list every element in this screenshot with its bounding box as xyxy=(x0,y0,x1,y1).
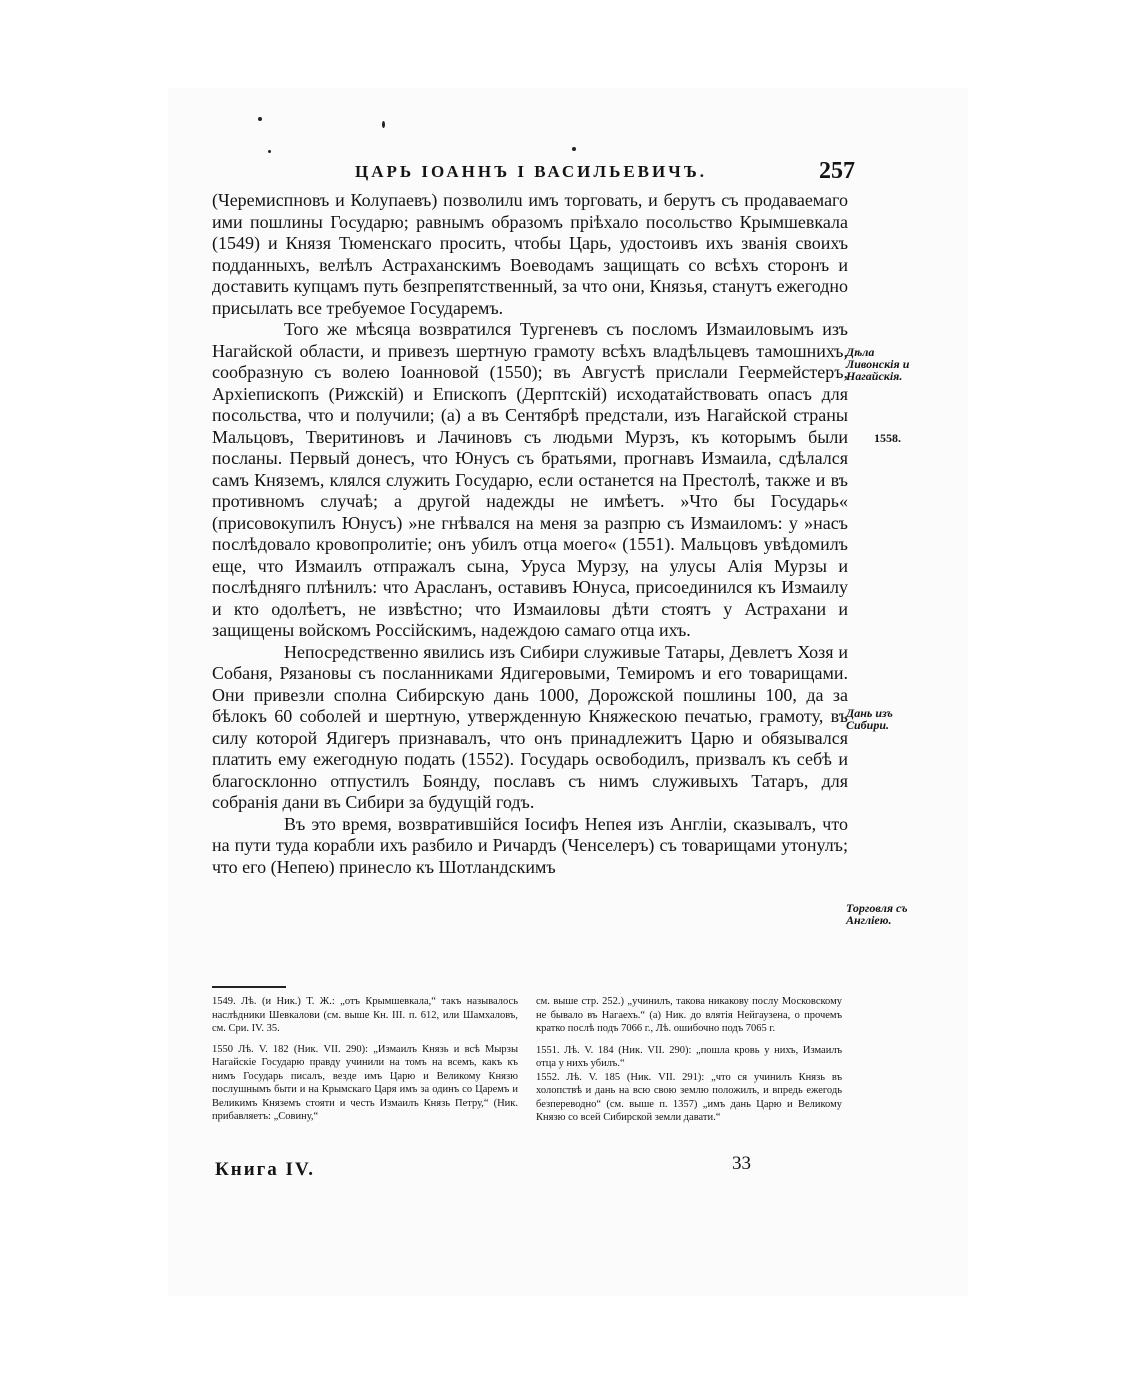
signature-number: 33 xyxy=(732,1153,751,1174)
page-header xyxy=(355,160,855,190)
signature-mark: Книга IV. xyxy=(215,1159,315,1180)
scan-speck xyxy=(258,117,262,121)
footnote: 1549. Лѣ. (и Ник.) Т. Ж.: „отъ Крымшевкала,“ такъ называлось наслѣдники Шевкалови (см. выше Кн. III. п. 612, или Шамхаловъ, см. Сри. IV. 35. xyxy=(212,996,518,1034)
footnote-rule xyxy=(212,986,286,988)
footnote: см. выше стр. 252.) „учинилъ, такова никакову послу Московскому не бывало въ Нагаехъ.“ (а) Ник. до влятiя Нейгаузена, о прочемъ кратко послѣ подъ 7066 г., Лѣ. ошибочно подъ 7065 г. xyxy=(536,996,842,1034)
marginal-note: Торговля съ Англiею. xyxy=(846,901,908,927)
footnotes-right-column xyxy=(536,995,842,1125)
footnote: 1552. Лѣ. V. 185 (Ник. VII. 291): „что ся учинилъ Князь въ холопствѣ и дань на всю свою землю положилъ, и впредь ежегодь безпереводно“ (см. выше п. 1357) „имъ дань Царю и Великому Князю со всей Сибирской земли давати.“ xyxy=(536,1071,842,1123)
scan-speck xyxy=(382,121,385,128)
paragraph: Въ это время, возвратившiйся Iосифъ Непея изъ Англiи, сказывалъ, что на пути туда корабли ихъ разбило и Ричардъ (Ченселеръ) съ товарищами утонулъ; что его (Непею) принесло къ Шотландскимъ xyxy=(212,813,848,877)
footnotes-left-column xyxy=(212,995,518,1124)
paragraph: Непосредственно явились изъ Сибири служивые Татары, Девлетъ Хозя и Собаня, Рязановы съ посланниками Ядигеровыми, Темиромъ и его товарищами. Они привезли сполна Сибирскую дань 1000, Дорожской пошлины 100, да за бѣлокъ 60 соболей и шертную, утвержденную Княжескою печатью, грамоту, въ силу которой Ядигеръ признавалъ, что онъ принадлежитъ Царю и обязывался платить ему ежегодную подать (1552). Государь освободилъ, призвалъ къ себѣ и благосклонно отпустилъ Боянду, пославъ съ нимъ служивыхъ Татаръ, для собранiя дани въ Сибири за будущiй годъ. xyxy=(212,641,848,812)
scan-speck xyxy=(572,147,576,151)
marginal-year: 1558. xyxy=(874,431,901,445)
scan-speck xyxy=(268,150,271,153)
marginal-note: Дѣла Ливонскiя и Нагайскiя. xyxy=(846,345,910,383)
footnote: 1550 Лѣ. V. 182 (Ник. VII. 290): „Измаилъ Князь и всѣ Мырзы Нагайскiе Государю правду учинили на томъ на всемъ, какъ къ нимъ Государь писалъ, везде имъ Царю и Великому Князю послушнымъ быти и на Крымскаго Царя имъ за одинъ со Царемъ и Великимъ Княземъ стояти и честь Измаилъ Князь Петру,“ (Ник. прибавляетъ: „Совину,“ xyxy=(212,1043,518,1122)
marginal-note: Дань изъ Сибири. xyxy=(846,706,893,732)
footnote: 1551. Лѣ. V. 184 (Ник. VII. 290): „пошла кровь у нихъ, Измаилъ отца у нихъ убилъ.“ xyxy=(536,1044,842,1069)
running-title: ЦАРЬ IОАННЪ I ВАСИЛЬЕВИЧЪ. xyxy=(355,162,707,181)
paragraph: (Черемиспновъ и Колупаевъ) позволилu имъ торговать, и берутъ съ продаваемаго ими пошлины Государю; равнымъ образомъ прiѣхало посольство Крымшевкала (1549) и Князя Тюменскаго просить, чтобы Царь, удостоивъ ихъ званiя своихъ подданныхъ, велѣлъ Астраханскимъ Воеводамъ защищать со всѣхъ сторонъ и доставить купцамъ путь безпрепятственный, за что они, Князья, станутъ ежегодно присылать все требуемое Государемъ. xyxy=(212,190,848,318)
main-text xyxy=(212,190,848,878)
page-number: 257 xyxy=(819,158,855,184)
paragraph: Того же мѣсяца возвратился Тургеневъ съ посломъ Измаиловымъ изъ Нагайской области, и привезъ шертную грамоту всѣхъ владѣльцевъ тамошнихъ, сообразную съ волею Iоанновой (1550); въ Августѣ прислали Геермейстеръ, Архiепископъ (Рижскiй) и Епископъ (Дерптскiй) исходатайствовать опасъ для посольства, что и получили; (а) а въ Сентябрѣ предстали, изъ Нагайской страны Мальцовъ, Тверитиновъ и Лачиновъ съ людьми Мурзъ, къ которымъ были посланы. Первый донесъ, что Юнусъ съ братьями, прогнавъ Измаила, сдѣлался самъ Княземъ, клялся служить Государю, если останется на Престолѣ, также и въ противномъ случаѣ; а другой надежды не имѣетъ. »Что бы Государь« (присовокупилъ Юнусъ) »не гнѣвался на меня за разпрю съ Измаиломъ: у »насъ послѣдовало кровопролитiе; онъ убилъ отца моего« (1551). Мальцовъ увѣдомилъ еще, что Измаилъ отпражалъ сына, Уруса Мурзу, на улусы Алiя Мурзы и послѣдняго плѣнилъ: что Арасланъ, оставивъ Юнуса, присоединился къ Измаилу и кто одолѣетъ, не извѣстно; что Измаиловы дѣти стоятъ у Астрахани и защищены войскомъ Россiйскимъ, надеждою самаго отца ихъ. xyxy=(212,319,848,640)
